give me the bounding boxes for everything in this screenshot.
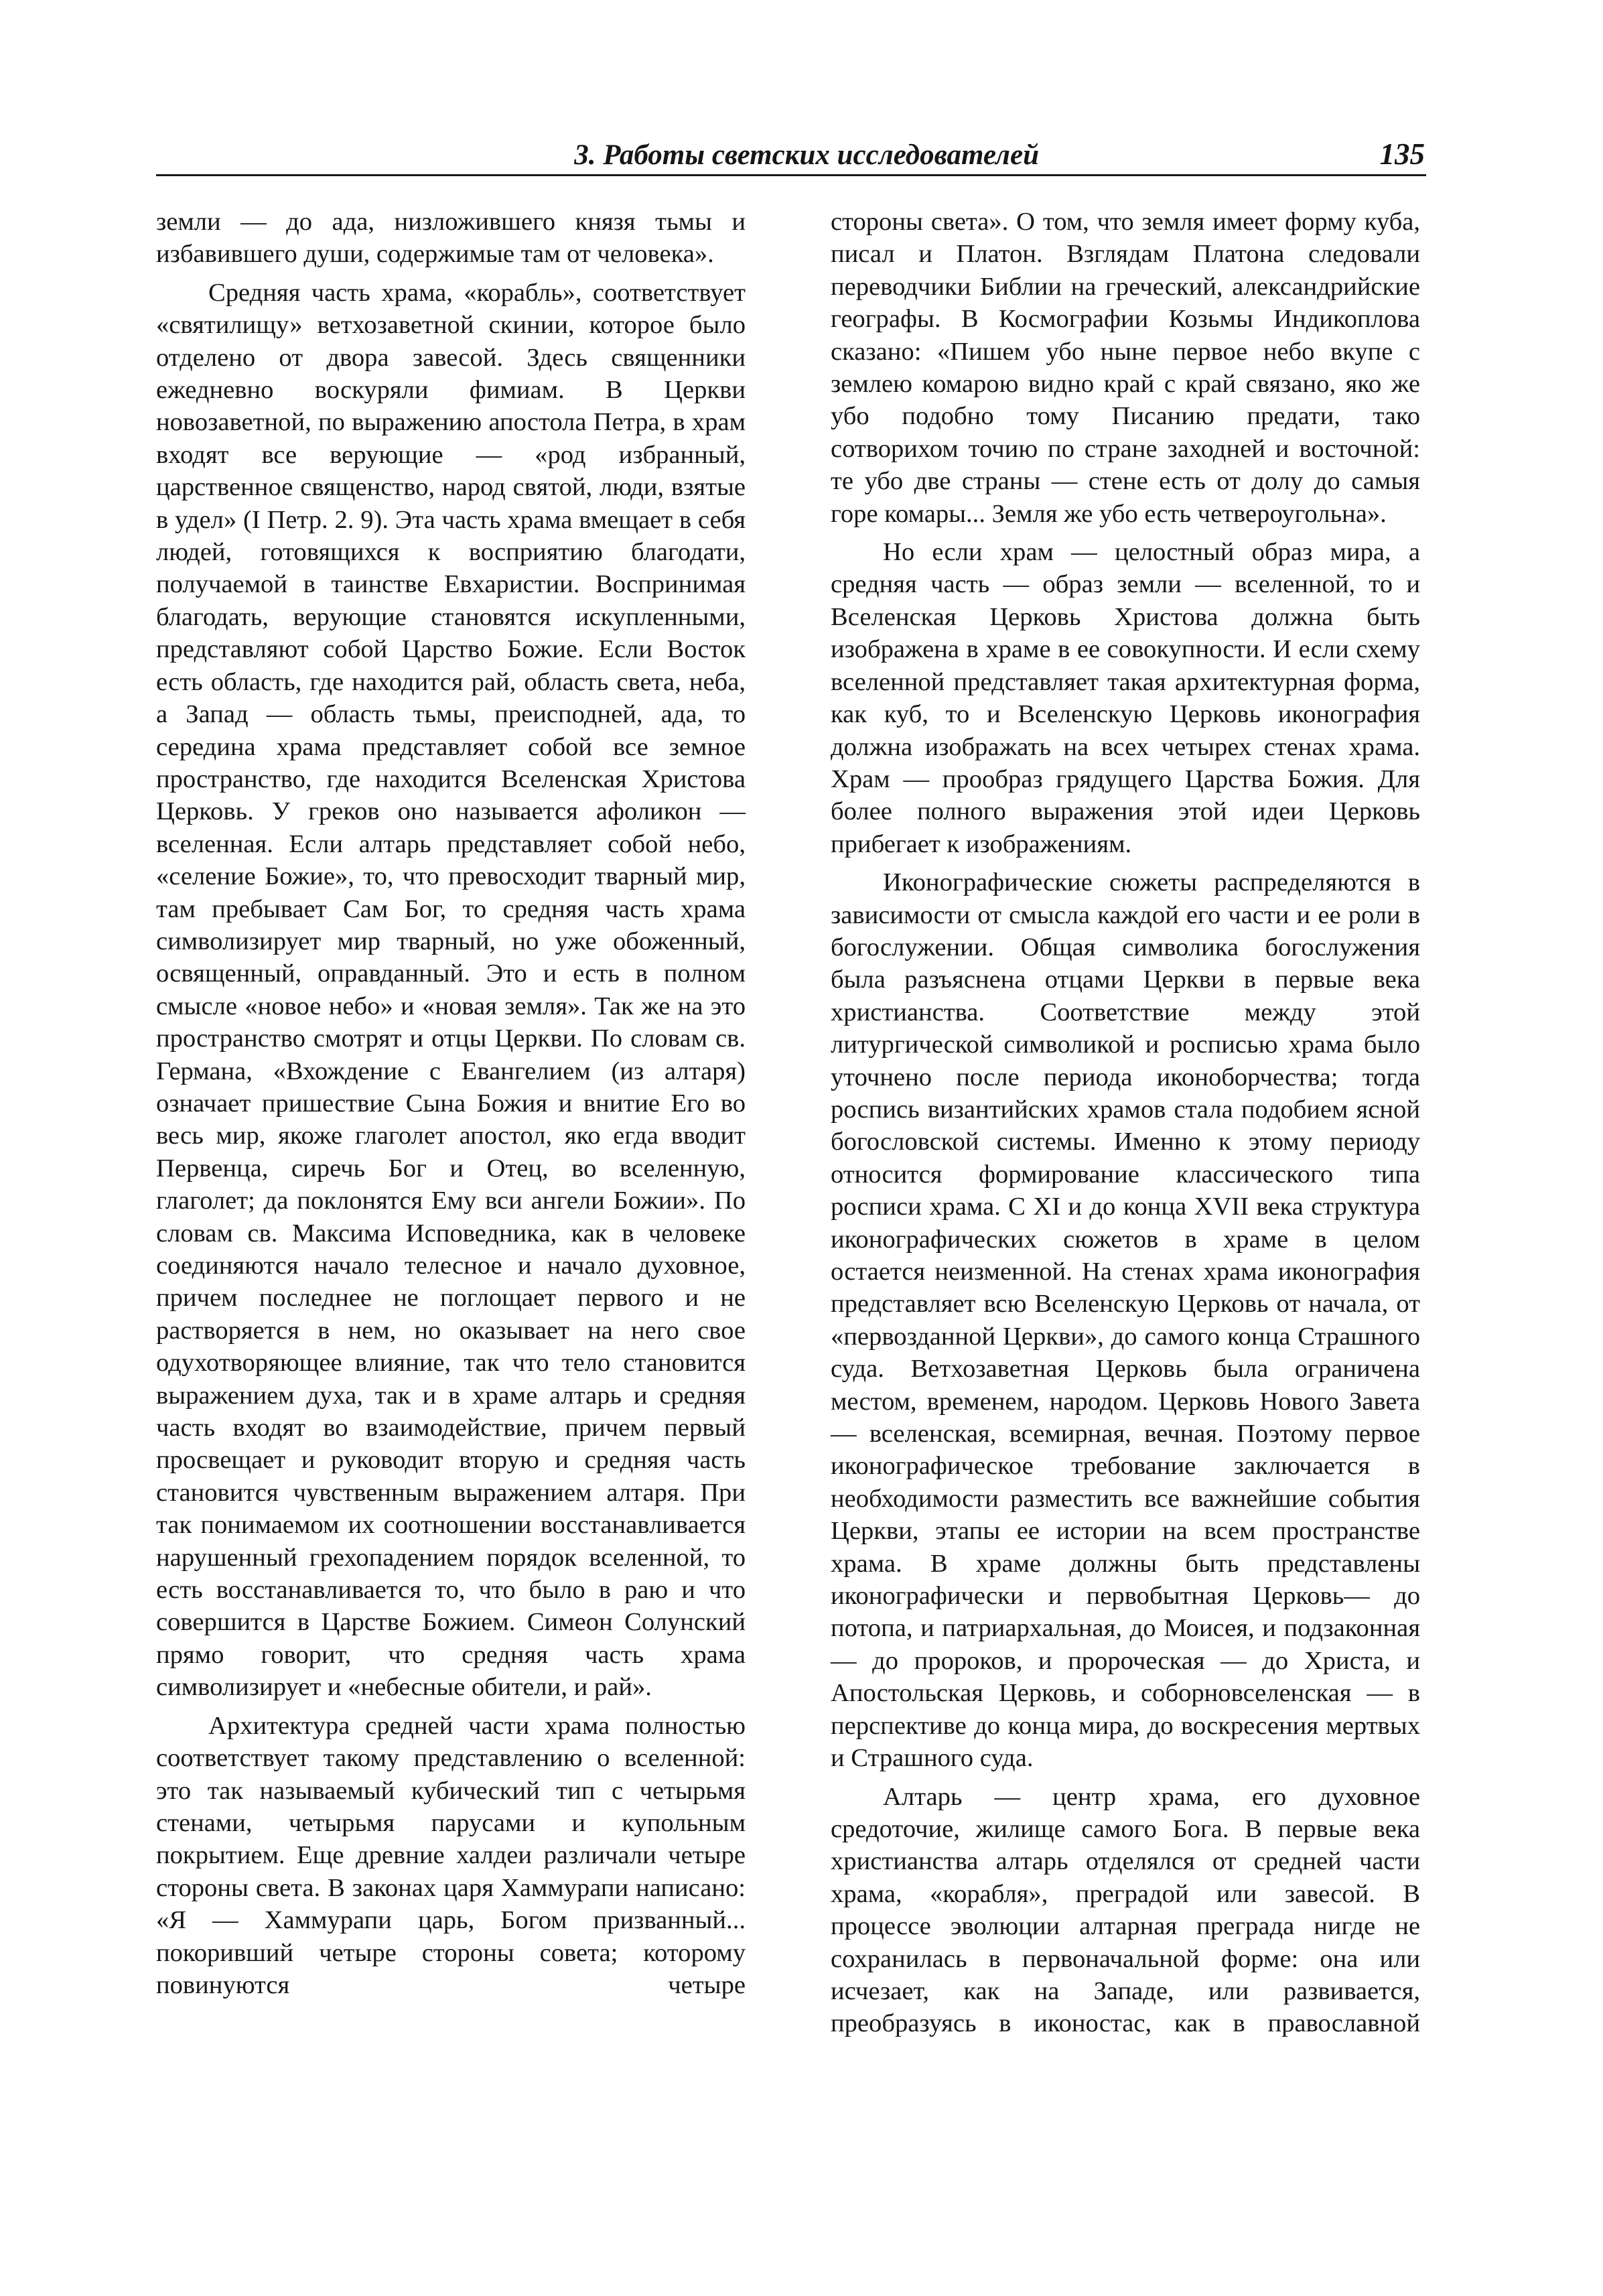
paragraph: Средняя часть храма, «корабль», соответствует «святилищу» ветхозаветной скинии, которое было отделено от двора завесой. Здесь священники ежедневно воскуряли фимиам. В Церкви новозаветной, по выражению апостола Петра, в храм входят все верующие — «род избранный, царственное священство, народ святой, люди, взятые в удел» (I Петр. 2. 9). Эта часть храма вмещает в себя людей, готовящихся к восприятию благодати, получаемой в таинстве Евхаристии. Воспринимая благодать, верующие становятся искупленными, представляют собой Царство Божие. Если Восток есть область, где находится рай, область света, неба, а Запад — область тьмы, преисподней, ада, то середина храма представляет собой все земное пространство, где находится Вселенская Христова Церковь. У греков оно называется афоликон — вселенная. Если алтарь представляет собой небо, «селение Божие», то, что превосходит тварный мир, там пребывает Сам Бог, то средняя часть храма символизирует мир тварный, но уже обоженный, освященный, оправданный. Это и есть в полном смысле «новое небо» и «новая земля». Так же на это пространство смотрят и отцы Церкви. По словам св. Германа, «Вхождение с Евангелием (из алтаря) означает пришествие Сына Божия и внитие Его во весь мир, якоже глаголет апостол, яко егда вводит Первенца, сиречь Бог и Отец, во вселенную, глаголет; да поклонятся Ему вси ангели Божии». По словам св. Максима Исповедника, как в человеке соединяются начало телесное и начало духовное, причем последнее не поглощает первого и не растворяется в нем, но оказывает на него свое одухотворяющее влияние, так что тело становится выражением духа, так и в храме алтарь и средняя часть входят во взаимодействие, причем первый просвещает и руководит вторую и средняя часть становится чувственным выражением алтаря. При так понимаемом их соотношении восстанавливается нарушенный грехопадением порядок вселенной, то есть восстанавливается то, что было в раю и что совершится в Царстве Божием. Симеон Солунский прямо говорит, что средняя часть храма символизирует и «небесные обители, и рай». bbox=[156, 278, 746, 1702]
chapter-title: 3. Работы светских исследователей bbox=[574, 139, 1039, 171]
paragraph: Иконографические сюжеты распределяются в зависимости от смысла каждой его части и ее роли в богослужении. Общая символика богослужения была разъяснена отцами Церкви в первые века христианства. Соответствие между этой литургической символикой и росписью храма было уточнено после периода иконоборчества; тогда роспись византийских храмов стала подобием ясной богословской системы. Именно к этому периоду относится формирование классического типа росписи храма. С XI и до конца XVII века структура иконографических сюжетов в храме в целом остается неизменной. На стенах храма иконография представляет всю Вселенскую Церковь от начала, от «первозданной Церкви», до самого конца Страшного суда. Ветхозаветная Церковь была ограничена местом, временем, народом. Церковь Нового Завета — вселенская, всемирная, вечная. Поэтому первое иконографическое требование заключается в необходимости разместить все важнейшие события Церкви, этапы ее истории на всем пространстве храма. В храме должны быть представлены иконографически и первобытная Церковь— до потопа, и патриархальная, до Моисея, и подзаконная — до пророков, и пророческая — до Христа, и Апостольская Церковь, и соборновселенская — в перспективе до конца мира, до воскресения мертвых и Страшного суда. bbox=[831, 868, 1420, 1773]
paragraph: Но если храм — целостный образ мира, а средняя часть — образ земли — вселенной, то и Вселенская Церковь Христова должна быть изображена в храме в ее совокупности. И если схему вселенной представляет такая архитектурная форма, как куб, то и Вселенскую Церковь иконография должна изображать на всех четырех стенах храма. Храм — прообраз грядущего Царства Божия. Для более полного выражения этой идеи Церковь прибегает к изображениям. bbox=[831, 538, 1420, 858]
left-column bbox=[156, 206, 746, 2007]
paragraph: земли — до ада, низложившего князя тьмы и избавившего души, содержимые там от человека». bbox=[156, 208, 746, 269]
paragraph: Архитектура средней части храма полностью соответствует такому представлению о вселенной: это так называемый кубический тип с четырьмя стенами, четырьмя парусами и купольным покрытием. Еще древние халдеи различали четыре стороны света. В законах царя Хаммурапи написано: «Я — Хаммурапи царь, Богом призванный... покоривший четыре стороны совета; которому повинуются четыре bbox=[156, 1711, 746, 1999]
paragraph: Алтарь — центр храма, его духовное средоточие, жилище самого Бога. В первые века христианства алтарь отделялся от средней части храма, «корабля», преградой или завесой. В процессе эволюции алтарная преграда нигде не сохранилась в первоначальной форме: она или исчезает, как на Западе, или развивается, преобразуясь в иконостас, как в православной bbox=[831, 1782, 1420, 2038]
paragraph: стороны света». О том, что земля имеет форму куба, писал и Платон. Взглядам Платона следовали переводчики Библии на греческий, александрийские географы. В Космографии Козьмы Индикоплова сказано: «Пишем убо ныне первое небо вкупе с землею комарою видно край с край связано, яко же убо подобно тому Писанию предати, тако сотворихом точию по стране заходней и восточной: те убо две страны — стене есть от долу до самыя горе комары... Земля же убо есть четвероугольна». bbox=[831, 208, 1420, 528]
page-number: 135 bbox=[1379, 137, 1425, 171]
right-column bbox=[831, 206, 1420, 2046]
running-header bbox=[156, 133, 1426, 176]
